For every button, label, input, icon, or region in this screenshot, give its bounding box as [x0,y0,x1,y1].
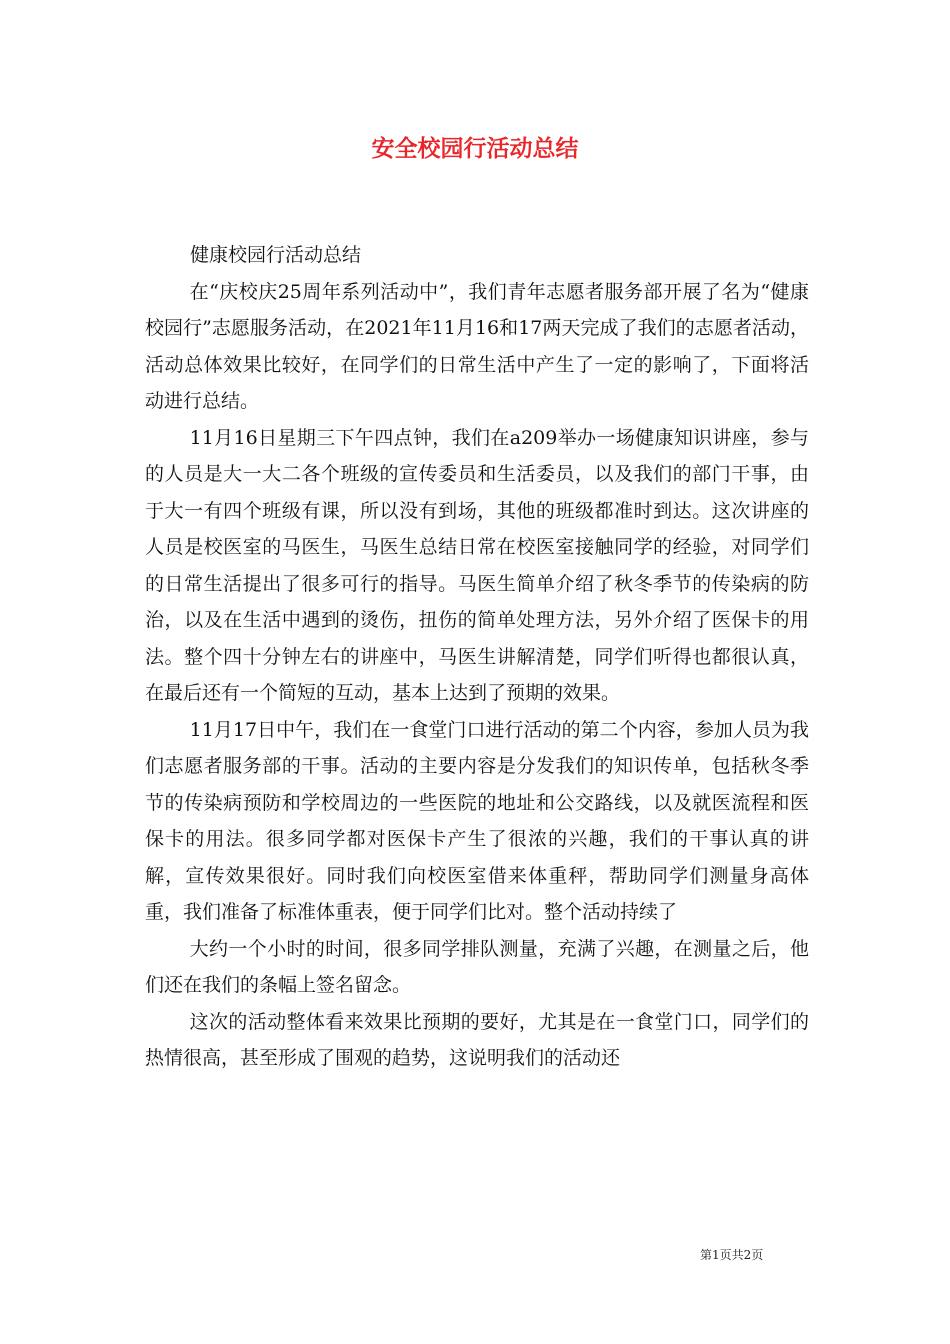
page-number: 第1页共2页 [700,1248,764,1262]
page-title: 安全校园行活动总结 [371,135,579,162]
article-subheading: 健康校园行活动总结 [190,244,362,266]
article-body [145,237,809,1077]
paragraph-lecture: 11月16日星期三下午四点钟，我们在a209举办一场健康知识讲座，参与的人员是大一大二各个班级的宣传委员和生活委员，以及我们的部门干事，由于大一有四个班级有课，所以没有到场，其他的班级都准时到达。这次讲座的人员是校医室的马医生，马医生总结日常在校医室接触同学的经验，对同学们的日常生活提出了很多可行的指导。马医生简单介绍了秋冬季节的传染病的防治，以及在生活中遇到的烫伤，扭伤的简单处理方法，另外介绍了医保卡的用法。整个四十分钟左右的讲座中，马医生讲解清楚，同学们听得也都很认真，在最后还有一个简短的互动，基本上达到了预期的效果。 [145,426,809,704]
paragraph-canteen-event: 11月17日中午，我们在一食堂门口进行活动的第二个内容，参加人员为我们志愿者服务部的干事。活动的主要内容是分发我们的知识传单，包括秋冬季节的传染病预防和学校周边的一些医院的地址和公交路线，以及就医流程和医保卡的用法。很多同学都对医保卡产生了很浓的兴趣，我们的干事认真的讲解，宣传效果很好。同时我们向校医室借来体重秤，帮助同学们测量身高体重，我们准备了标准体重表，便于同学们比对。整个活动持续了 [145,718,809,923]
paragraph-summary: 这次的活动整体看来效果比预期的要好，尤其是在一食堂门口，同学们的热情很高，甚至形成了围观的趋势，这说明我们的活动还 [145,1010,809,1069]
paragraph-duration: 大约一个小时的时间，很多同学排队测量，充满了兴趣，在测量之后，他们还在我们的条幅上签名留念。 [145,937,809,996]
paragraph-intro: 在“庆校庆25周年系列活动中”，我们青年志愿者服务部开展了名为“健康校园行”志愿服务活动，在2021年11月16和17两天完成了我们的志愿者活动，活动总体效果比较好，在同学们的日常生活中产生了一定的影响了，下面将活动进行总结。 [145,280,809,412]
